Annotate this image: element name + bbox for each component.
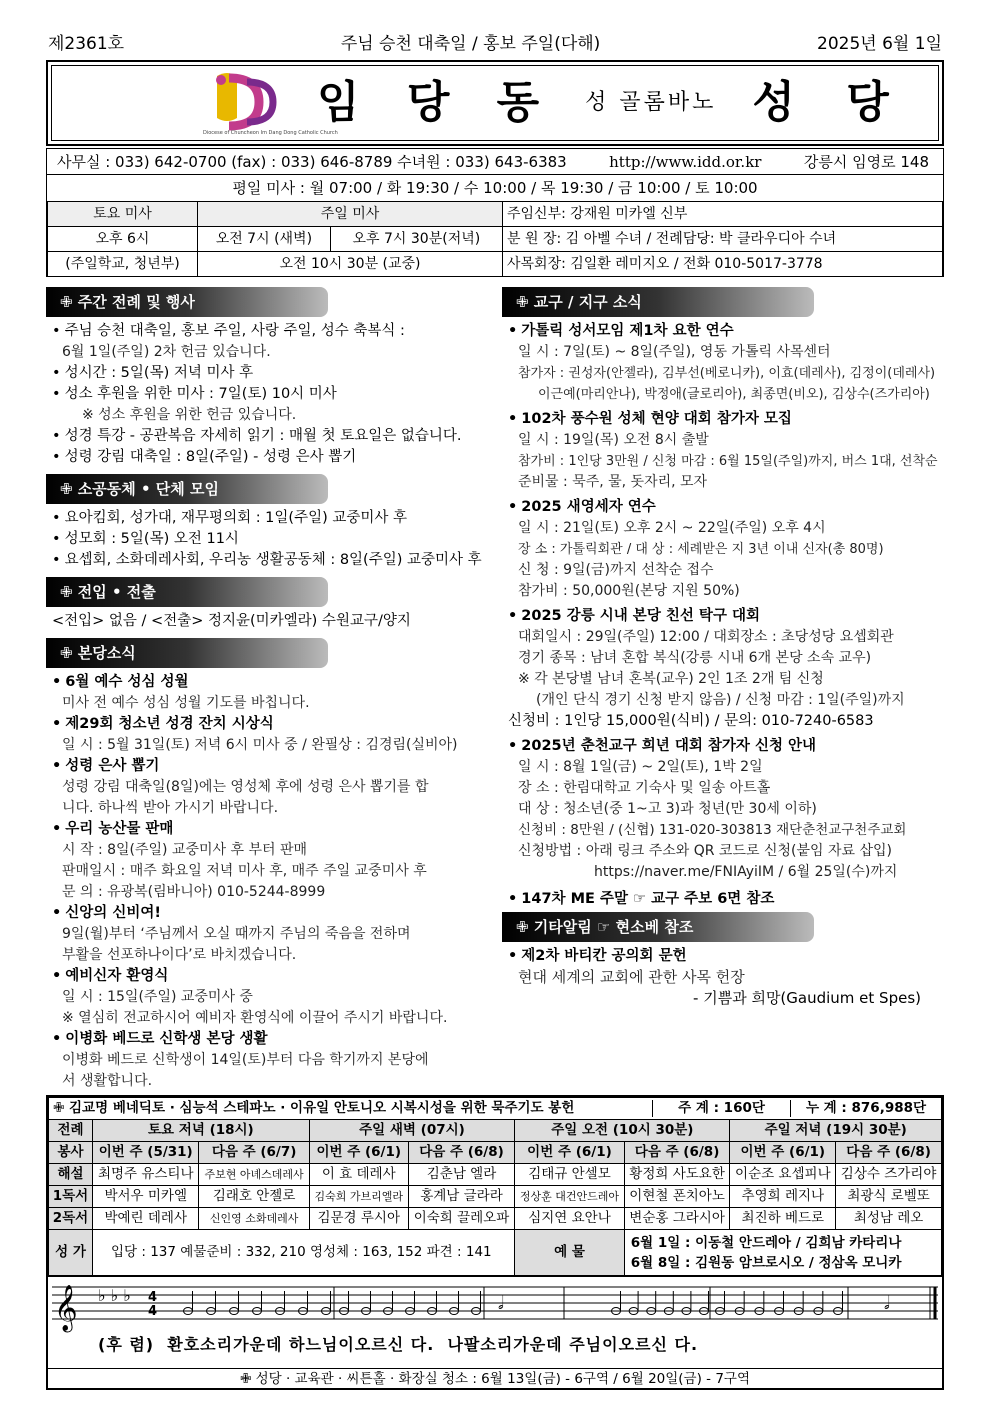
pastor: 주임신부: 강재원 미카엘 신부 <box>503 202 943 227</box>
news-title: • 제29회 청소년 성경 잔치 시상식 <box>46 714 496 735</box>
news-title: • 예비신자 환영식 <box>46 966 496 987</box>
news-text: 참가자 : 권성자(안젤라), 김부선(베로니카), 이효(데레사), 김정이(데레사) <box>518 366 936 381</box>
news-text: 경기 종목 : 남녀 혼합 복식(강릉 시내 6개 본당 소속 교우) <box>518 650 872 666</box>
list-item: ※ 성소 후원을 위한 헌금 있습니다. <box>82 407 297 423</box>
hymn-label: 성 가 <box>49 1230 93 1276</box>
weekday-mass-times: 평일 미사 : 월 07:00 / 화 19:30 / 수 10:00 / 목 19:30 / 금 10:00 / 토 10:00 <box>232 179 758 197</box>
week-head: 다음 주 (6/8) <box>836 1142 942 1164</box>
section-other-notices: ✙ 기타알림 ☞ 현소베 참조 <box>502 912 814 942</box>
news-title: • 가톨릭 성서모임 제1차 요한 연수 <box>502 321 947 342</box>
news-text: 판매일시 : 매주 화요일 저녁 미사 후, 매주 주일 교중미사 후 <box>62 863 427 879</box>
minister-cell: 홍계남 글라라 <box>408 1186 515 1208</box>
issue-number: 제2361호 <box>48 34 125 54</box>
minister-cell: 최광식 로벨또 <box>836 1186 942 1208</box>
sunday-main: 오전 10시 30분 (교중) <box>198 252 503 277</box>
news-text: 참가비 : 50,000원(본당 지원 50%) <box>518 583 740 599</box>
list-item: • 성모회 : 5일(목) 오전 11시 <box>46 529 496 550</box>
minister-cell: 박서우 미카엘 <box>93 1186 199 1208</box>
issue-date: 2025년 6월 1일 <box>817 34 942 54</box>
news-text: 문 의 : 유광복(림바니아) 010-5244-8999 <box>62 884 326 900</box>
mass-col-head: 주일 저녁 (19시 30분) <box>730 1120 942 1142</box>
week-head: 다음 주 (6/8) <box>408 1142 515 1164</box>
news-text: 미사 전 예수 성심 성월 기도를 바칩니다. <box>62 695 310 711</box>
minister-cell: 이숙희 끌레오파 <box>408 1208 515 1230</box>
minister-cell: 신인영 소화데레사 <box>199 1208 309 1230</box>
news-text: 대 상 : 청소년(중 1~고 3)과 청년(만 30세 이하) <box>518 801 817 817</box>
svg-text:4: 4 <box>148 1290 158 1305</box>
council-president: 사목회장: 김일환 레미지오 / 전화 010-5017-3778 <box>503 252 943 277</box>
masthead-line <box>48 34 942 58</box>
svg-text:𝅗𝅥: 𝅗𝅥 <box>498 1293 504 1314</box>
week-head: 다음 주 (6/7) <box>199 1142 309 1164</box>
transfer-text: <전입> 없음 / <전출> 정지윤(미카엘라) 수원교구/양지 <box>52 613 411 629</box>
week-head: 다음 주 (6/8) <box>624 1142 730 1164</box>
liturgical-title: 주님 승천 대축일 / 홍보 주일(다해) <box>340 34 601 54</box>
svg-text:𝅗𝅥: 𝅗𝅥 <box>884 1293 890 1314</box>
saturday-time: 오후 6시 <box>48 227 198 252</box>
parish-logo <box>197 68 338 138</box>
news-title: • 2025 강릉 시내 본당 친선 탁구 대회 <box>502 606 947 627</box>
news-title: • 제2차 바티칸 공의회 문헌 <box>502 946 947 967</box>
list-item: • 성시간 : 5일(목) 저녁 미사 후 <box>46 363 496 384</box>
address: 강릉시 임영로 148 <box>803 152 929 171</box>
minister-cell: 박예린 데레사 <box>93 1208 199 1230</box>
minister-cell: 최성남 레오 <box>836 1208 942 1230</box>
sisters: 분 원 장: 김 아벨 수녀 / 전례담당: 박 클라우디아 수녀 <box>503 227 943 252</box>
news-text: 참가비 : 1인당 3만원 / 신청 마감 : 6월 15일(주일)까지, 버스 1대, 선착순 <box>518 454 938 469</box>
minister-cell: 심지연 요안나 <box>515 1208 624 1230</box>
news-text: 신청비 : 1인당 15,000원(식비) / 문의: 010-7240-6583 <box>508 713 874 729</box>
minister-cell: 황정희 사도요한 <box>624 1164 730 1186</box>
role-head: 봉사 <box>49 1142 93 1164</box>
news-text: 신청방법 : 아래 링크 주소와 QR 코드로 신청(붙임 자료 삽입) <box>518 843 892 859</box>
news-title: • 6월 예수 성심 성월 <box>46 672 496 693</box>
minister-cell: 이현철 폰치아노 <box>624 1186 730 1208</box>
news-text: 일 시 : 5월 31일(토) 저녁 6시 미사 중 / 완필상 : 김경림(실비아) <box>62 737 458 753</box>
patron-saint: 성 골롬바노 <box>585 89 717 115</box>
list-item: • 성령 강림 대축일 : 8일(주일) - 성령 은사 뽑기 <box>46 447 496 468</box>
news-text: 신청비 : 8만원 / (신협) 131-020-303813 재단춘천교구천주교회 <box>518 822 907 838</box>
mass-col-head: 토요 저녁 (18시) <box>93 1120 310 1142</box>
list-item: • 성경 특강 - 공관복음 자세히 읽기 : 매월 첫 토요일은 없습니다. <box>46 426 496 447</box>
role-cell: 1독서 <box>49 1186 93 1208</box>
news-text: 장 소 : 가톨릭회관 / 대 상 : 세례받은 지 3년 이내 신자(총 80명) <box>518 542 884 557</box>
news-text: 이근예(마리안나), 박정애(글로리아), 최종면(비오), 김상수(즈가리아) <box>538 387 930 402</box>
website[interactable]: http://www.idd.or.kr <box>609 152 762 171</box>
minister-cell: 최명주 유스티나 <box>93 1164 199 1186</box>
hymn-numbers: 입당 : 137 예물준비 : 332, 210 영성체 : 163, 152 파견 : 141 <box>93 1230 515 1276</box>
svg-text:♭ ♭ ♭: ♭ ♭ ♭ <box>98 1286 131 1305</box>
sunday-dawn: 오전 7시 (새벽) <box>198 227 331 252</box>
list-item: • 성소 후원을 위한 미사 : 7일(토) 10시 미사 <box>46 384 496 405</box>
news-text: 준비물 : 묵주, 물, 돗자리, 모자 <box>518 474 708 490</box>
minister-cell: 김문경 루시아 <box>309 1208 408 1230</box>
left-column <box>46 285 496 1092</box>
rosary-prayer: ✙ 김교명 베네딕토 · 심능석 스테파노 · 이유일 안토니오 시복시성을 위한 묵주기도 봉헌 <box>49 1100 653 1116</box>
role-cell: 2독서 <box>49 1208 93 1230</box>
minister-cell: 김래호 안젤로 <box>199 1186 309 1208</box>
minister-cell: 김상수 즈가리야 <box>836 1164 942 1186</box>
rosary-cumulative-total: 누 계 : 876,988단 <box>805 1100 927 1117</box>
role-cell: 해설 <box>49 1164 93 1186</box>
offering-label: 예 물 <box>515 1230 624 1276</box>
news-title: • 신앙의 신비여! <box>46 903 496 924</box>
svg-text:Diocese of Chuncheon Im Dang D: Diocese of Chuncheon Im Dang Dong Catholic Church <box>203 130 338 136</box>
news-text: 일 시 : 19일(목) 오전 8시 출발 <box>518 432 709 448</box>
news-title: • 우리 농산물 판매 <box>46 819 496 840</box>
church-word: 성 당 <box>752 76 907 128</box>
minister-cell: 김숙희 가브리엘라 <box>309 1186 408 1208</box>
news-title: • 102차 풍수원 성체 현양 대회 참가자 모집 <box>502 409 947 430</box>
news-text: 서 생활합니다. <box>62 1073 153 1089</box>
cleaning-schedule: ✙ 성당 · 교육관 · 씨튼홀 · 화장실 청소 : 6월 13일(금) - 6구역 / 6월 20일(금) - 7구역 <box>48 1368 942 1388</box>
news-title: • 2025년 춘천교구 희년 대회 참가자 신청 안내 <box>502 736 947 757</box>
parish-name: 임 당 동 <box>317 76 556 128</box>
section-diocese-news: ✙ 교구 / 지구 소식 <box>502 287 814 317</box>
news-text: 대회일시 : 29일(주일) 12:00 / 대회장소 : 초당성당 요셉회관 <box>518 629 894 645</box>
saturday-mass-head: 토요 미사 <box>48 202 198 227</box>
section-parish-news: ✙ 본당소식 <box>46 638 328 668</box>
news-text: 이병화 베드로 신학생이 14일(토)부터 다음 학기까지 본당에 <box>62 1052 429 1068</box>
refrain-lyrics: (후 렴) 환호소리가운데 하느님이오르신 다. 나팔소리가운데 주님이오르신 다. <box>98 1335 699 1354</box>
minister-cell: 변순홍 그라시아 <box>624 1208 730 1230</box>
offering-line: 6월 1일 : 이동철 안드레아 / 김희남 카타리나 <box>630 1234 902 1251</box>
news-text: 장 소 : 한림대학교 기숙사 및 일송 아트홀 <box>518 780 771 796</box>
week-head: 이번 주 (6/1) <box>515 1142 624 1164</box>
rosary-week-total: 주 계 : 160단 <box>653 1100 791 1116</box>
minister-cell: 이 효 데레사 <box>309 1164 408 1186</box>
minister-cell: 주보현 아녜스데레사 <box>199 1164 309 1186</box>
news-text: (개인 단식 경기 신청 받지 않음) / 신청 마감 : 1일(주일)까지 <box>536 692 905 708</box>
liturgy-roster <box>46 1095 944 1390</box>
news-text: - 기쁨과 희망(Gaudium et Spes) <box>693 989 921 1007</box>
minister-cell: 추영희 레지나 <box>730 1186 836 1208</box>
minister-cell: 김태규 안셀모 <box>515 1164 624 1186</box>
role-head: 전례 <box>49 1120 93 1142</box>
week-head: 이번 주 (6/1) <box>309 1142 408 1164</box>
list-item: • 요셉회, 소화데레사회, 우리농 생활공동체 : 8일(주일) 교중미사 후 <box>46 550 496 571</box>
sunday-mass-head: 주일 미사 <box>198 202 503 227</box>
table-row <box>49 1208 942 1230</box>
news-text: 현대 세계의 교회에 관한 사목 헌장 <box>518 968 745 986</box>
minister-cell: 최진하 베드로 <box>730 1208 836 1230</box>
news-title: • 성령 은사 뽑기 <box>46 756 496 777</box>
sunday-evening: 오후 7시 30분(저녁) <box>330 227 502 252</box>
svg-text:4: 4 <box>148 1304 158 1319</box>
mass-col-head: 주일 오전 (10시 30분) <box>515 1120 730 1142</box>
table-row <box>49 1164 942 1186</box>
news-text: 신 청 : 9일(금)까지 선착순 접수 <box>518 562 714 578</box>
phone-info: 사무실 : 033) 642-0700 (fax) : 033) 646-8789 수녀원 : 033) 643-6383 <box>57 152 567 171</box>
section-transfers: ✙ 전입 • 전출 <box>46 577 328 607</box>
week-head: 이번 주 (5/31) <box>93 1142 199 1164</box>
news-text: 성령 강림 대축일(8일)에는 영성체 후에 성령 은사 뽑기를 합 <box>62 779 429 795</box>
music-staff <box>48 1277 942 1369</box>
mass-schedule <box>46 201 944 277</box>
svg-text:𝄞: 𝄞 <box>54 1285 78 1331</box>
news-title: • 이병화 베드로 신학생 본당 생활 <box>46 1029 496 1050</box>
refrain-score <box>48 1276 942 1368</box>
news-text: 부활을 선포하나이다’로 바치겠습니다. <box>62 947 297 963</box>
section-weekly-liturgy: ✙ 주간 전례 및 행사 <box>46 287 328 317</box>
news-text: 시 작 : 8일(주일) 교중미사 후 부터 판매 <box>62 842 308 858</box>
right-column <box>502 285 947 1009</box>
news-text: 9일(월)부터 ‘주님께서 오실 때까지 주님의 죽음을 전하며 <box>62 926 411 942</box>
minister-cell: 김춘남 엘라 <box>408 1164 515 1186</box>
list-item: • 요아킴회, 성가대, 재무평의회 : 1일(주일) 교중미사 후 <box>46 508 496 529</box>
registration-link[interactable]: https://naver.me/FNIAyiIM / 6월 25일(수)까지 <box>594 864 898 880</box>
news-text: 일 시 : 21일(토) 오후 2시 ~ 22일(주일) 오후 4시 <box>518 520 826 536</box>
news-title: • 2025 새영세자 연수 <box>502 497 947 518</box>
week-head: 이번 주 (6/1) <box>730 1142 836 1164</box>
news-text: 일 시 : 8월 1일(금) ~ 2일(토), 1박 2일 <box>518 759 763 775</box>
section-groups: ✙ 소공동체 • 단체 모임 <box>46 474 328 504</box>
news-text: ※ 열심히 전교하시어 예비자 환영식에 이끌어 주시기 바랍니다. <box>62 1010 448 1026</box>
mass-col-head: 주일 새벽 (07시) <box>309 1120 515 1142</box>
list-item: • 주님 승천 대축일, 홍보 주일, 사랑 주일, 성수 축복식 : <box>46 321 496 342</box>
minister-cell: 정상훈 대건안드레아 <box>515 1186 624 1208</box>
contact-block <box>46 148 944 202</box>
saturday-note: (주일학교, 청년부) <box>48 252 198 277</box>
table-row <box>49 1186 942 1208</box>
list-item: 6월 1일(주일) 2차 헌금 있습니다. <box>62 344 271 360</box>
news-text: ※ 각 본당별 남녀 혼복(교우) 2인 1조 2개 팀 신청 <box>518 671 824 687</box>
parish-header <box>46 60 944 146</box>
news-text: 일 시 : 7일(토) ~ 8일(주일), 영동 가톨릭 사목센터 <box>518 344 831 360</box>
news-text: 니다. 하나씩 받아 가시기 바랍니다. <box>62 800 279 816</box>
news-title: • 147차 ME 주말 ☞ 교구 주보 6면 참조 <box>502 889 947 910</box>
offering-line: 6월 8일 : 김원동 암브로시오 / 정삼옥 모니카 <box>630 1254 902 1271</box>
minister-cell: 이순조 요셉피나 <box>730 1164 836 1186</box>
news-text: 일 시 : 15일(주일) 교중미사 중 <box>62 989 253 1005</box>
